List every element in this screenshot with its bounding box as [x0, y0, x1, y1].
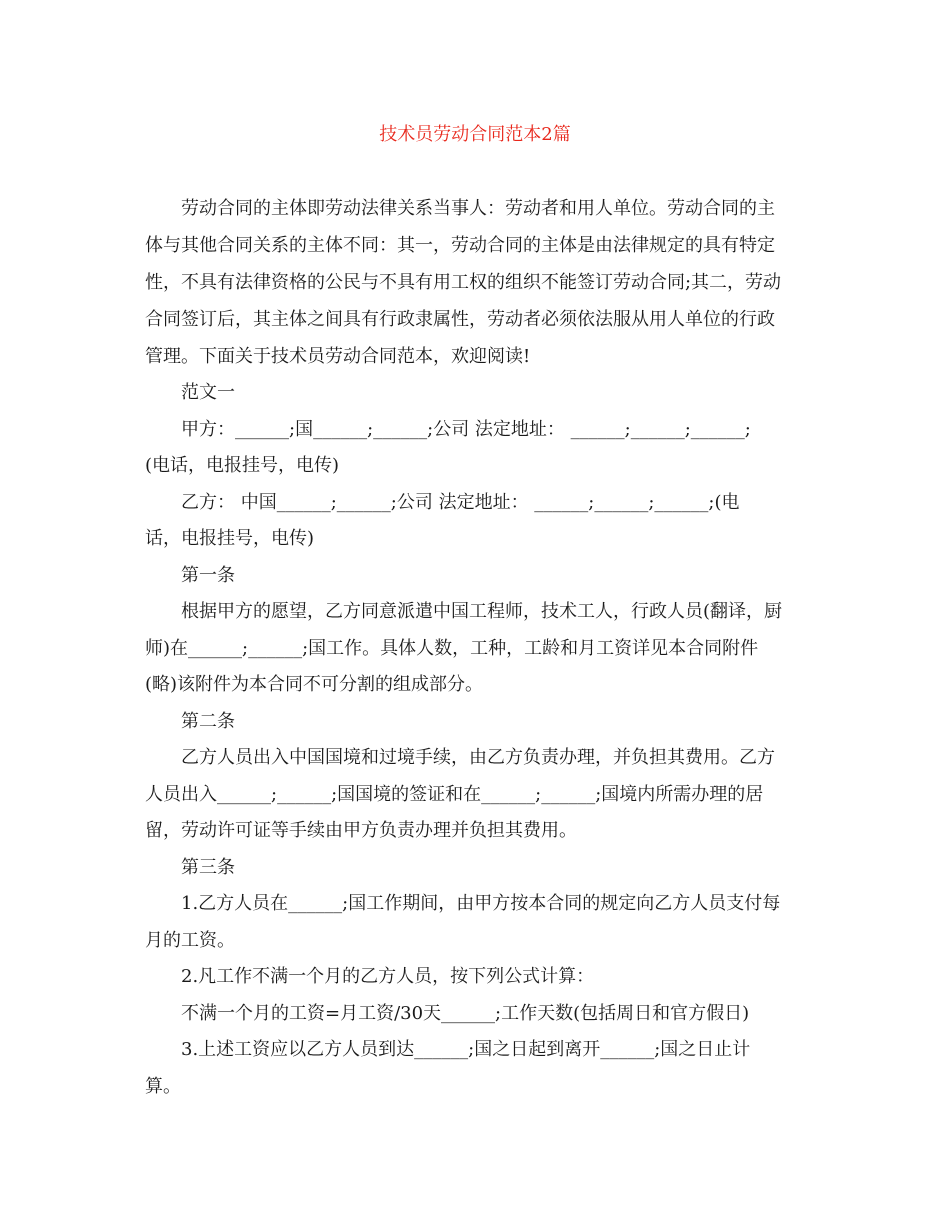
section-heading: 第一条: [181, 565, 235, 586]
paragraph-line: 根据甲方的愿望，乙方同意派遣中国工程师，技术工人，行政人员(翻译，厨: [181, 601, 783, 622]
paragraph-line: 人员出入______;______;国国境的签证和在______;______;国境内所需办理的居: [145, 784, 764, 805]
paragraph-line: 乙方： 中国______;______;公司 法定地址： ______;______;______;(电: [181, 492, 740, 513]
section-heading: 范文一: [181, 382, 235, 403]
paragraph-line: (电话，电报挂号，电传): [145, 455, 340, 476]
section-heading: 第二条: [181, 711, 235, 732]
paragraph-line: 管理。下面关于技术员劳动合同范本，欢迎阅读!: [145, 346, 531, 367]
paragraph-line: 留，劳动许可证等手续由甲方负责办理并负担其费用。: [145, 820, 577, 841]
paragraph-line: 性，不具有法律资格的公民与不具有用工权的组织不能签订劳动合同;其二，劳动: [145, 272, 782, 293]
paragraph-line: 3.上述工资应以乙方人员到达______;国之日起到离开______;国之日止计: [181, 1039, 751, 1060]
paragraph-line: 月的工资。: [145, 930, 235, 951]
document-title: 技术员劳动合同范本2篇: [379, 124, 571, 145]
paragraph-line: 不满一个月的工资=月工资/30天______;工作天数(包括周日和官方假日): [181, 1003, 750, 1024]
paragraph-line: 体与其他合同关系的主体不同：其一，劳动合同的主体是由法律规定的具有特定: [145, 235, 775, 256]
paragraph-line: 算。: [145, 1076, 181, 1097]
paragraph-line: 2.凡工作不满一个月的乙方人员，按下列公式计算：: [181, 966, 595, 987]
paragraph-line: 师)在______;______;国工作。具体人数，工种，工龄和月工资详见本合同附件: [145, 638, 759, 659]
paragraph-line: 甲方：______;国______;______;公司 法定地址： ______;______;______;: [181, 419, 751, 440]
section-heading: 第三条: [181, 857, 235, 878]
paragraph-line: 话，电报挂号，电传): [145, 528, 315, 549]
paragraph-line: 劳动合同的主体即劳动法律关系当事人：劳动者和用人单位。劳动合同的主: [181, 198, 775, 219]
paragraph-line: 乙方人员出入中国国境和过境手续，由乙方负责办理，并负担其费用。乙方: [181, 747, 775, 768]
paragraph-line: 1.乙方人员在______;国工作期间，由甲方按本合同的规定向乙方人员支付每: [181, 893, 781, 914]
paragraph-line: 合同签订后，其主体之间具有行政隶属性，劳动者必须依法服从用人单位的行政: [145, 309, 775, 330]
paragraph-line: (略)该附件为本合同不可分割的组成部分。: [145, 674, 484, 695]
